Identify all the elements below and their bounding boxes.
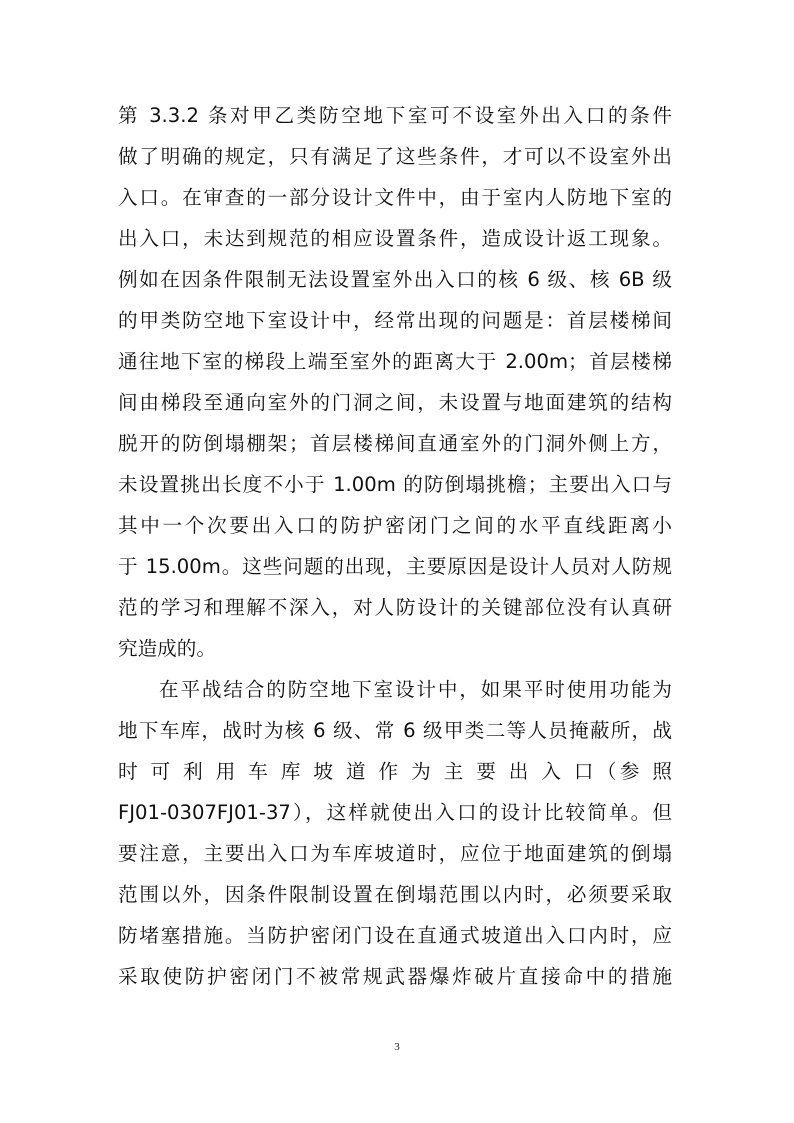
text-line: 于 15.00m。这些问题的出现，主要原因是设计人员对人防规 (118, 555, 672, 578)
text-line: 例如在因条件限制无法设置室外出入口的核 6 级、核 6B 级 (118, 268, 672, 291)
text-line: 要注意，主要出入口为车库坡道时，应位于地面建筑的倒塌 (118, 842, 672, 865)
page-number: 3 (394, 1041, 400, 1053)
text-line: 采取使防护密闭门不被常规武器爆炸破片直接命中的措施 (118, 965, 672, 988)
text-line: 做了明确的规定，只有满足了这些条件，才可以不设室外出 (118, 145, 672, 168)
text-line: 的甲类防空地下室设计中，经常出现的问题是：首层楼梯间 (118, 309, 672, 332)
text-line: 时 可 利 用 车 库 坡 道 作 为 主 要 出 入 口（参 照 (118, 760, 672, 783)
text-line: FJ01-0307FJ01-37），这样就使出入口的设计比较简单。但 (118, 801, 672, 824)
text-line: 在平战结合的防空地下室设计中，如果平时使用功能为 (159, 678, 672, 701)
text-line: 通往地下室的梯段上端至室外的距离大于 2.00m；首层楼梯 (118, 350, 672, 373)
text-line: 其中一个次要出入口的防护密闭门之间的水平直线距离小 (118, 514, 672, 537)
text-line: 第 3.3.2 条对甲乙类防空地下室可不设室外出入口的条件 (118, 104, 672, 127)
text-line: 范围以外，因条件限制设置在倒塌范围以内时，必须要采取 (118, 883, 672, 906)
text-line: 地下车库，战时为核 6 级、常 6 级甲类二等人员掩蔽所，战 (118, 719, 672, 742)
text-line: 出入口，未达到规范的相应设置条件，造成设计返工现象。 (118, 227, 672, 250)
text-line: 未设置挑出长度不小于 1.00m 的防倒塌挑檐；主要出入口与 (118, 473, 672, 496)
text-line: 间由梯段至通向室外的门洞之间，未设置与地面建筑的结构 (118, 391, 672, 414)
text-line: 究造成的。 (118, 637, 216, 660)
text-line: 范的学习和理解不深入，对人防设计的关键部位没有认真研 (118, 596, 672, 619)
text-line: 脱开的防倒塌棚架；首层楼梯间直通室外的门洞外侧上方， (118, 432, 672, 455)
body-text (118, 95, 672, 997)
text-line: 入口。在审查的一部分设计文件中，由于室内人防地下室的 (118, 186, 672, 209)
text-line: 防堵塞措施。当防护密闭门设在直通式坡道出入口内时，应 (118, 924, 672, 947)
